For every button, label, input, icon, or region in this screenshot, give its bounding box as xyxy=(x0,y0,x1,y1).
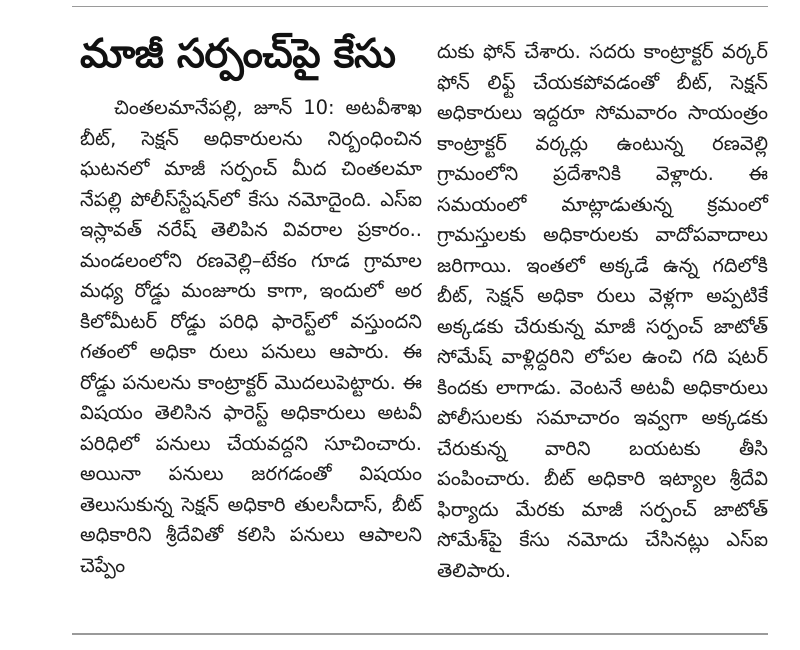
article-body-left: చింతలమానేపల్లి, జూన్‌ 10: అటవీశాఖ బీట్‌, సెక్షన్‌ అధికారులను నిర్బంధించిన ఘటనలో మాజీ సర్పంచ్‌ మీద చింతలమా నేపల్లి పోలీస్‌స్టేషన్‌లో కేసు నమోదైంది. ఎస్‌ఐ ఇస్లావత్‌ నరేష్‌ తెలిపిన వివరాల ప్రకారం.. మండలంలోని రణవెల్లి–టేకం గూడ గ్రామాల మధ్య రోడ్డు మంజూరు కాగా, ఇందులో అర కిలోమీటర్‌ రోడ్డు పరిధి ఫారెస్ట్‌లో వస్తుందని గతంలో అధికా రులు పనులు ఆపారు. ఈ రోడ్డు పనులను కాంట్రాక్టర్‌ మొదలుపెట్టారు. ఈ విషయం తెలిసిన ఫారెస్ట్‌ అధికారులు అటవీ పరిధిలో పనులు చేయవద్దని సూచించారు. అయినా పనులు జరగడంతో విషయం తెలుసుకున్న సెక్షన్‌ అధికారి తులసీదాస్‌, బీట్‌ అధికారిని శ్రీదేవితో కలిసి పనులు ఆపాలని చెప్పేం xyxy=(80,96,422,577)
article-body-right: దుకు ఫోన్‌ చేశారు. సదరు కాంట్రాక్టర్‌ వర్కర్‌ ఫోన్‌ లిఫ్ట్‌ చేయకపోవడంతో బీట్‌, సెక్షన్‌ అధికారులు ఇద్దరూ సోమవారం సాయంత్రం కాంట్రాక్టర్‌ వర్కర్లు ఉంటున్న రణవెల్లి గ్రామంలోని ప్రదేశానికి వెళ్లారు. ఈ సమయంలో మాట్లాడుతున్న క్రమంలో గ్రామస్తులకు అధికారులకు వాదోపవాదాలు జరిగాయి. ఇంతలో అక్కడే ఉన్న గదిలోకి బీట్‌, సెక్షన్‌ అధికా రులు వెళ్లగా అప్పటికే అక్కడకు చేరుకున్న మాజీ సర్పంచ్‌ జాటోత్‌ సోమేష్‌ వాళ్లిద్దరిని లోపల ఉంచి గది షటర్‌ కిందకు లాగాడు. వెంటనే అటవీ అధికారులు పోలీసులకు సమాచారం ఇవ్వగా అక్కడకు చేరుకున్న వారిని బయటకు తీసి పంపించారు. బీట్‌ అధికారి ఇట్యాల శ్రీదేవి ఫిర్యాదు మేరకు మాజీ సర్పంచ్‌ జాటోత్‌ సోమేశ్‌పై కేసు నమోదు చేసినట్లు ఎస్‌ఐ తెలిపారు. xyxy=(437,40,768,582)
article-headline: మాజీ సర్పంచ్‌పై కేసు xyxy=(80,31,396,77)
article-column-right xyxy=(437,37,768,586)
article-column-left xyxy=(80,93,422,581)
bottom-divider xyxy=(72,633,768,635)
top-divider xyxy=(72,6,768,7)
